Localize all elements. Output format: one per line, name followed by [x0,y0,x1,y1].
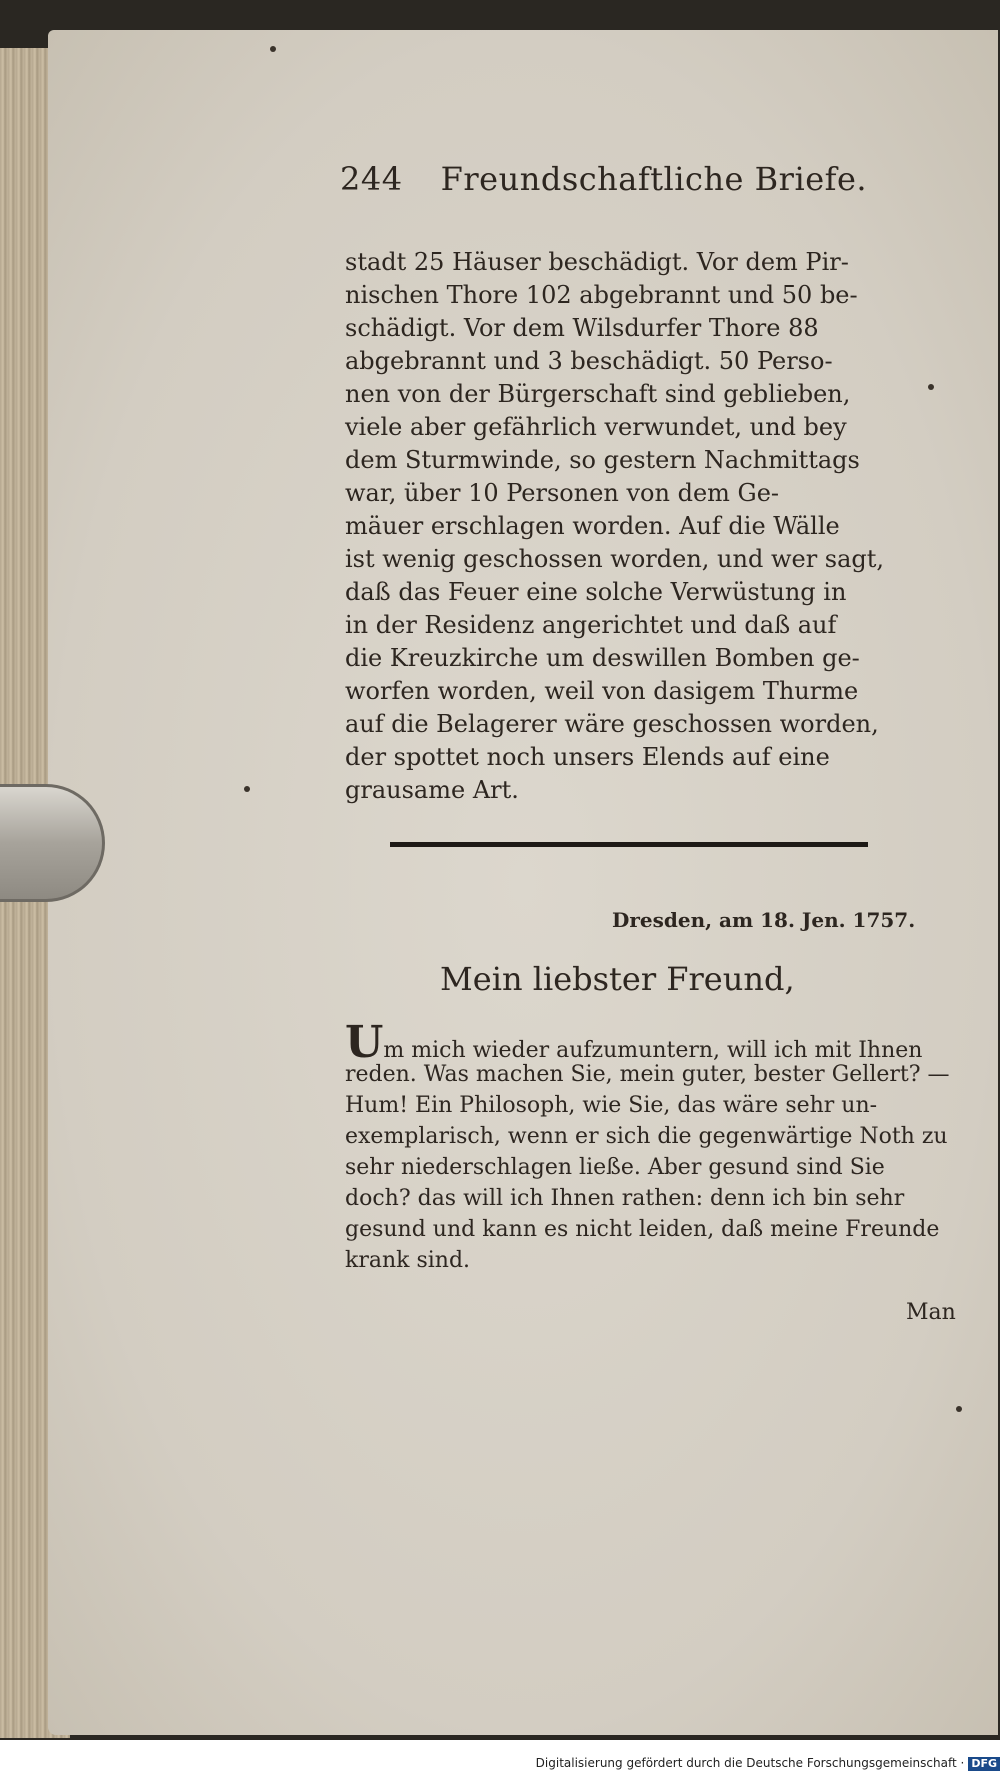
text-line: grausame Art. [345,776,519,804]
text-line: exemplarisch, wenn er sich die gegenwärtige Noth zu [345,1124,948,1149]
digitization-footer [0,1752,1000,1774]
text-line: abgebrannt und 3 beschädigt. 50 Perso- [345,347,833,375]
running-title: Freundschaftliche Briefe. [440,160,868,198]
initial-letter: U [345,1017,384,1068]
salutation: Mein liebster Freund, [440,960,795,998]
text-line: die Kreuzkirche um deswillen Bomben ge- [345,644,860,672]
paper-spot [244,786,250,792]
text-line-rest: m mich wieder aufzumuntern, will ich mit Ihnen [383,1038,923,1063]
text-line: ist wenig geschossen worden, und wer sagt, [345,545,885,573]
text-line: auf die Belagerer wäre geschossen worden, [345,710,879,738]
text-line: doch? das will ich Ihnen rathen: denn ich bin sehr [345,1186,905,1211]
text-line: nen von der Bürgerschaft sind geblieben, [345,380,851,408]
running-header [340,160,867,198]
dfg-logo: DFG [968,1757,1000,1771]
text-line: gesund und kann es nicht leiden, daß meine Freunde [345,1217,940,1242]
place-date: Dresden, am 18. Jen. 1757. [612,908,916,932]
text-line: stadt 25 Häuser beschädigt. Vor dem Pir- [345,248,849,276]
text-line: mäuer erschlagen worden. Auf die Wälle [345,512,840,540]
text-line: schädigt. Vor dem Wilsdurfer Thore 88 [345,314,819,342]
text-line: worfen worden, weil von dasigem Thurme [345,677,859,705]
text-line: reden. Was machen Sie, mein guter, bester Gellert? — [345,1062,950,1087]
text-line: viele aber gefährlich verwundet, und bey [345,413,847,441]
text-line: Hum! Ein Philosoph, wie Sie, das wäre sehr un- [345,1093,878,1118]
text-line: nischen Thore 102 abgebrannt und 50 be- [345,281,858,309]
text-line: daß das Feuer eine solche Verwüstung in [345,578,847,606]
text-line: dem Sturmwinde, so gestern Nachmittags [345,446,860,474]
section-rule [390,842,868,847]
paper-spot [270,46,276,52]
text-line: sehr niederschlagen ließe. Aber gesund sind Sie [345,1155,885,1180]
paper-spot [928,384,934,390]
text-line: der spottet noch unsers Elends auf eine [345,743,830,771]
footer-text: Digitalisierung gefördert durch die Deutsche Forschungsgemeinschaft · [535,1756,965,1770]
text-line: krank sind. [345,1248,471,1273]
page-number: 244 [340,160,403,198]
text-line: in der Residenz angerichtet und daß auf [345,611,837,639]
text-line: war, über 10 Personen von dem Ge- [345,479,780,507]
paper-spot [956,1406,962,1412]
catchword: Man [906,1300,956,1325]
